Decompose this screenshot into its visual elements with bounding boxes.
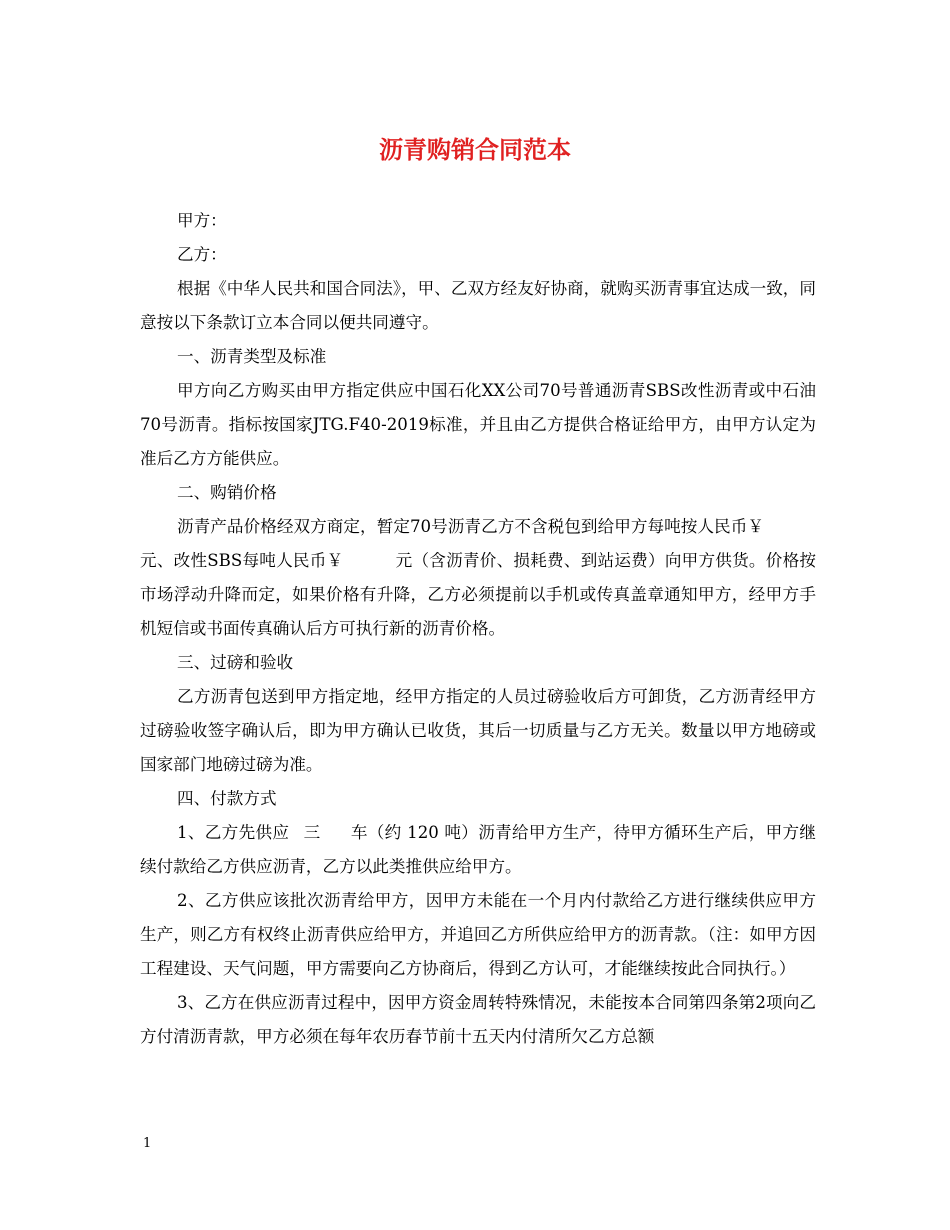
party-b-label: 乙方： bbox=[177, 245, 227, 264]
section-2-text-part2: 元、改性SBS每吨人民币￥ bbox=[140, 551, 344, 570]
section-4-item-1-part1: 1、乙方先供应 bbox=[177, 823, 290, 842]
section-4-item-1-part2: 车（约 120 吨）沥青给甲方生产，待甲方循环生产后，甲方继续付款给乙方供应沥青，乙方以此类推供应给甲方。 bbox=[140, 823, 816, 876]
section-3-heading: 三、过磅和验收 bbox=[177, 653, 294, 672]
section-4-item-3: 3、乙方在供应沥青过程中，因甲方资金周转特殊情况，未能按本合同第四条第2项向乙方付清沥青款，甲方必须在每年农历春节前十五天内付清所欠乙方总额 bbox=[140, 993, 816, 1046]
section-4-item-2: 2、乙方供应该批次沥青给甲方，因甲方未能在一个月内付款给乙方进行继续供应甲方生产，则乙方有权终止沥青供应给甲方，并追回乙方所供应给甲方的沥青款。（注：如甲方因工程建设、天气问题，甲方需要向乙方协商后，得到乙方认可，才能继续按此合同执行。） bbox=[140, 891, 816, 978]
section-2-body bbox=[140, 510, 816, 646]
section-4-heading: 四、付款方式 bbox=[177, 789, 277, 808]
section-2-text-part3: 元（含沥青价、损耗费、到站运费）向甲方供货。价格按市场浮动升降而定，如果价格有升降，乙方必须提前以手机或传真盖章通知甲方，经甲方手机短信或书面传真确认后方可执行新的沥青价格。 bbox=[140, 551, 816, 638]
section-2-heading: 二、购销价格 bbox=[177, 483, 277, 502]
document-body bbox=[140, 204, 816, 1054]
document-title: 沥青购销合同范本 bbox=[379, 135, 571, 164]
section-4-item-1 bbox=[140, 816, 816, 884]
section-4-item-1-quantity: 三 bbox=[303, 823, 321, 842]
section-3-body: 乙方沥青包送到甲方指定地，经甲方指定的人员过磅验收后方可卸货，乙方沥青经甲方过磅验收签字确认后，即为甲方确认已收货，其后一切质量与乙方无关。数量以甲方地磅或国家部门地磅过磅为准。 bbox=[140, 687, 816, 774]
party-a-label: 甲方： bbox=[177, 211, 227, 230]
section-2-text-part1: 沥青产品价格经双方商定，暂定70号沥青乙方不含税包到给甲方每吨按人民币￥ bbox=[177, 517, 764, 536]
page-number: 1 bbox=[143, 1136, 152, 1151]
intro-paragraph: 根据《中华人民共和国合同法》，甲、乙双方经友好协商，就购买沥青事宜达成一致，同意按以下条款订立本合同以便共同遵守。 bbox=[140, 279, 816, 332]
section-1-body: 甲方向乙方购买由甲方指定供应中国石化XX公司70号普通沥青SBS改性沥青或中石油70号沥青。指标按国家JTG.F40-2019标准，并且由乙方提供合格证给甲方，由甲方认定为准后乙方方能供应。 bbox=[140, 381, 816, 468]
section-1-heading: 一、沥青类型及标准 bbox=[177, 347, 327, 366]
